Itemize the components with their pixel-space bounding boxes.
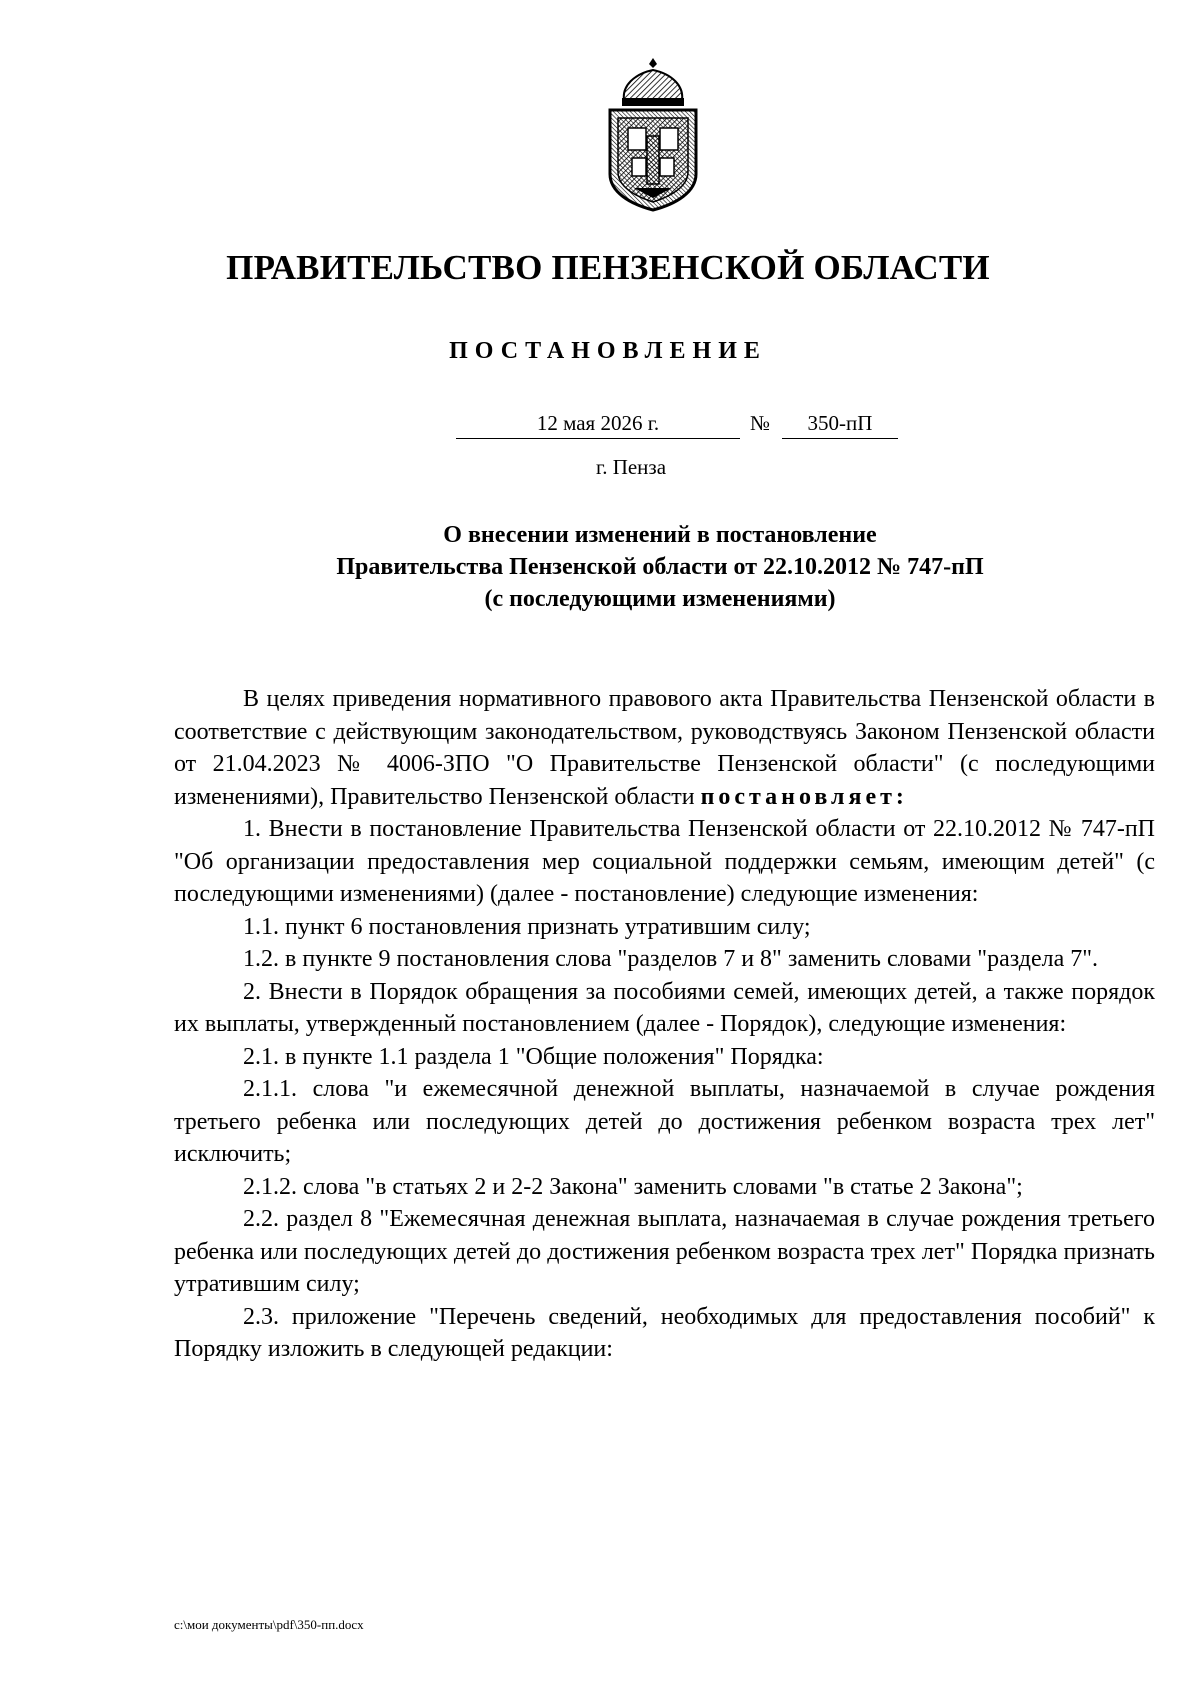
body-paragraph: 2.1.2. слова "в статьях 2 и 2-2 Закона" заменить словами "в статье 2 Закона"; bbox=[243, 1173, 1023, 1200]
date-number-line bbox=[456, 410, 896, 440]
subject-line: О внесении изменений в постановление bbox=[443, 522, 877, 548]
body-paragraph: 2.2. раздел 8 "Ежемесячная денежная выплата, назначаемая в случае рождения третьего ребенка или последующих детей до достижения ребенком возраста трех лет" Порядка признать утратившим силу; bbox=[174, 1206, 1155, 1297]
body-paragraph: 1. Внести в постановление Правительства Пензенской области от 22.10.2012 № 747-пП "Об организации предоставления мер социальной поддержки семьям, имеющим детей" (с последующими изменениями) (далее - постановление) следующие изменения: bbox=[174, 816, 1155, 907]
document-type: ПОСТАНОВЛЕНИЕ bbox=[449, 338, 767, 364]
body-paragraph: 2. Внести в Порядок обращения за пособиями семей, имеющих детей, а также порядок их выплаты, утвержденный постановлением (далее - Порядок), следующие изменения: bbox=[174, 978, 1155, 1037]
government-title: ПРАВИТЕЛЬСТВО ПЕНЗЕНСКОЙ ОБЛАСТИ bbox=[226, 248, 990, 287]
subject-line: (с последующими изменениями) bbox=[484, 586, 836, 612]
document-date: 12 мая 2026 г. bbox=[456, 410, 740, 439]
document-subject bbox=[160, 519, 1160, 615]
body-paragraph: 2.3. приложение "Перечень сведений, необходимых для предоставления пособий" к Порядку изложить в следующей редакции: bbox=[174, 1303, 1155, 1362]
body-paragraph: 1.2. в пункте 9 постановления слова "разделов 7 и 8" заменить словами "раздела 7". bbox=[243, 946, 1099, 972]
preamble-emphasis: постановляет: bbox=[700, 783, 908, 810]
body-paragraph: 2.1. в пункте 1.1 раздела 1 "Общие положения" Порядка: bbox=[243, 1043, 824, 1070]
city: г. Пенза bbox=[595, 455, 667, 479]
document-body bbox=[174, 683, 1155, 1366]
subject-line: Правительства Пензенской области от 22.10.2012 № 747-пП bbox=[336, 554, 984, 580]
body-paragraph: 1.1. пункт 6 постановления признать утратившим силу; bbox=[243, 913, 811, 940]
coat-of-arms-icon bbox=[604, 56, 702, 212]
number-sign: № bbox=[750, 411, 771, 435]
preamble-paragraph bbox=[174, 683, 1155, 813]
preamble-text: В целях приведения нормативного правового акта Правительства Пензенской области в соответствие с действующим законодательством, руководствуясь Законом Пензенской области от 21.04.2023 № 4006-ЗПО "О Правительстве Пензенской области" (с последующими изменениями), Правительство Пензенской области bbox=[174, 686, 1155, 810]
body-paragraph: 2.1.1. слова "и ежемесячной денежной выплаты, назначаемой в случае рождения третьего ребенка или последующих детей до достижения ребенком возраста трех лет" исключить; bbox=[174, 1076, 1155, 1167]
file-path-footer: c:\мои документы\pdf\350-пп.docx bbox=[174, 1617, 364, 1632]
document-number: 350-пП bbox=[782, 410, 898, 439]
